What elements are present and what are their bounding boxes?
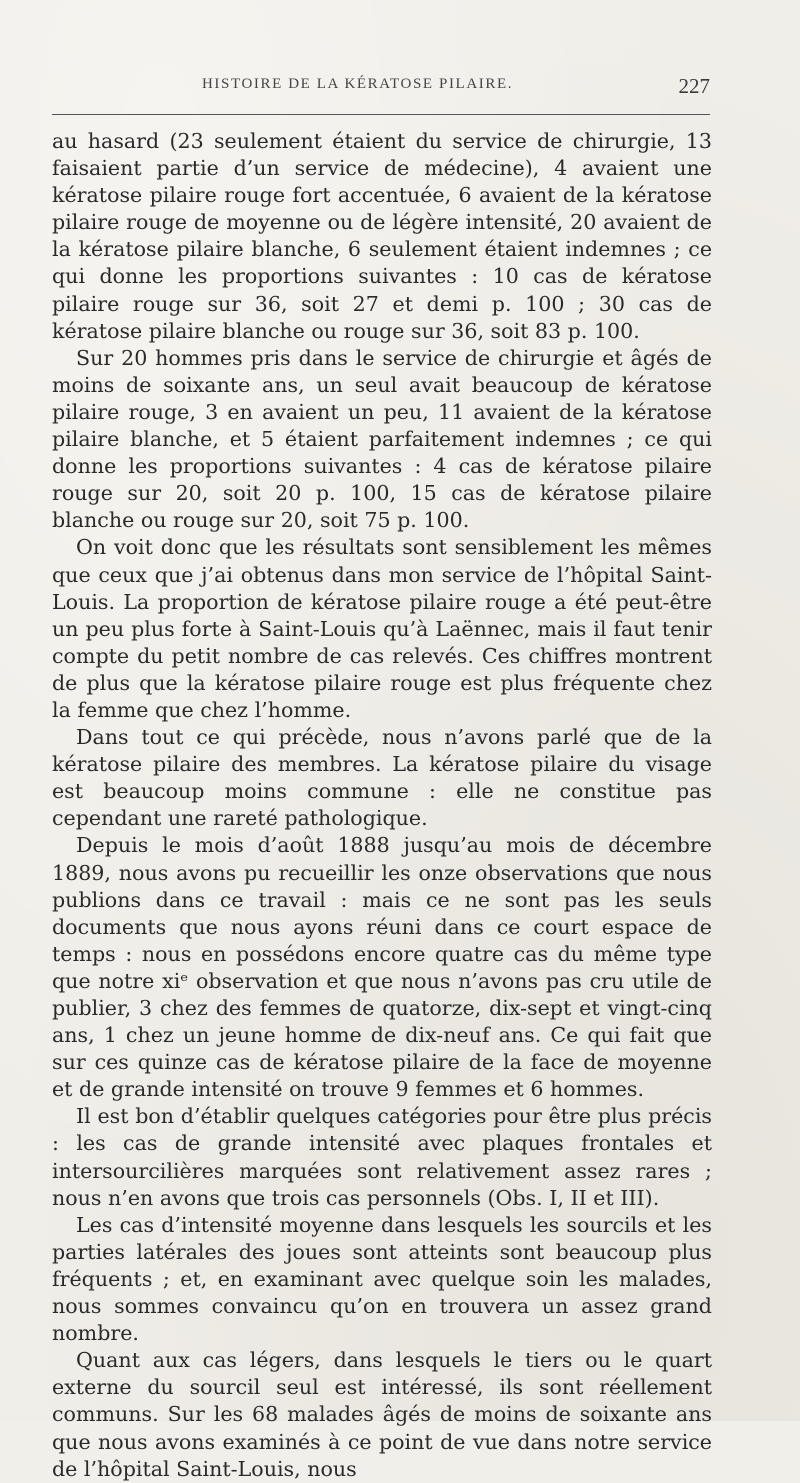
body-text <box>52 128 712 1483</box>
paragraph-4: Dans tout ce qui précède, nous n’avons parlé que de la kératose pilaire des membres. La kératose pilaire du visage est beaucoup moins commune : elle ne constitue pas cependant une rareté pathologique. <box>52 725 712 831</box>
paragraph-7: Les cas d’intensité moyenne dans lesquels les sourcils et les parties latérales des joues sont atteints sont beaucoup plus fréquents ; et, en examinant avec quelque soin les malades, nous sommes convaincu qu’on en trouvera un assez grand nombre. <box>52 1212 712 1346</box>
paragraph-3: On voit donc que les résultats sont sensiblement les mêmes que ceux que j’ai obtenus dans mon service de l’hôpital Saint-Louis. La proportion de kératose pilaire rouge a été peut-être un peu plus forte à Saint-Louis qu’à Laënnec, mais il faut tenir compte du petit nombre de cas relevés. Ces chiffres montrent de plus que la kératose pilaire rouge est plus fréquente chez la femme que chez l’homme. <box>52 535 712 722</box>
paragraph-1: au hasard (23 seulement étaient du service de chirurgie, 13 faisaient partie d’un service de médecine), 4 avaient une kératose pilaire rouge fort accentuée, 6 avaient de la kératose pilaire rouge de moyenne ou de légère intensité, 20 avaient de la kératose pilaire blanche, 6 seulement étaient indemnes ; ce qui donne les proportions suivantes : 10 cas de kératose pilaire rouge sur 36, soit 27 et demi p. 100 ; 30 cas de kératose pilaire blanche ou rouge sur 36, soit 83 p. 100. <box>52 129 712 343</box>
page-number: 227 <box>678 74 710 98</box>
running-title: HISTOIRE DE LA KÉRATOSE PILAIRE. <box>202 76 514 92</box>
paragraph-2: Sur 20 hommes pris dans le service de chirurgie et âgés de moins de soixante ans, un seul avait beaucoup de kératose pilaire rouge, 3 en avaient un peu, 11 avaient de la kératose pilaire blanche, et 5 étaient parfaitement indemnes ; ce qui donne les proportions suivantes : 4 cas de kératose pilaire rouge sur 20, soit 20 p. 100, 15 cas de kératose pilaire blanche ou rouge sur 20, soit 75 p. 100. <box>52 345 712 533</box>
paragraph-6: Il est bon d’établir quelques catégories pour être plus précis : les cas de grande intensité avec plaques frontales et intersourcilières marquées sont relativement assez rares ; nous n’en avons que trois cas personnels (Obs. I, II et III). <box>52 1104 712 1210</box>
paragraph-5: Depuis le mois d’août 1888 jusqu’au mois de décembre 1889, nous avons pu recueillir les onze observations que nous publions dans ce travail : mais ce ne sont pas les seuls documents que nous ayons réuni dans ce court espace de temps : nous en possédons encore quatre cas du même type que notre xiᵉ observation et que nous n’avons pas cru utile de publier, 3 chez des femmes de quatorze, dix-sept et vingt-cinq ans, 1 chez un jeune homme de dix-neuf ans. Ce qui fait que sur ces quinze cas de kératose pilaire de la face de moyenne et de grande intensité on trouve 9 femmes et 6 hommes. <box>52 833 712 1102</box>
paragraph-8: Quant aux cas légers, dans lesquels le tiers ou le quart externe du sourcil seul est intéressé, ils sont réellement communs. Sur les 68 malades âgés de moins de soixante ans que nous avons examinés à ce point de vue dans notre service de l’hôpital Saint-Louis, nous <box>52 1348 712 1481</box>
header-rule <box>52 114 710 115</box>
running-head <box>52 74 710 102</box>
